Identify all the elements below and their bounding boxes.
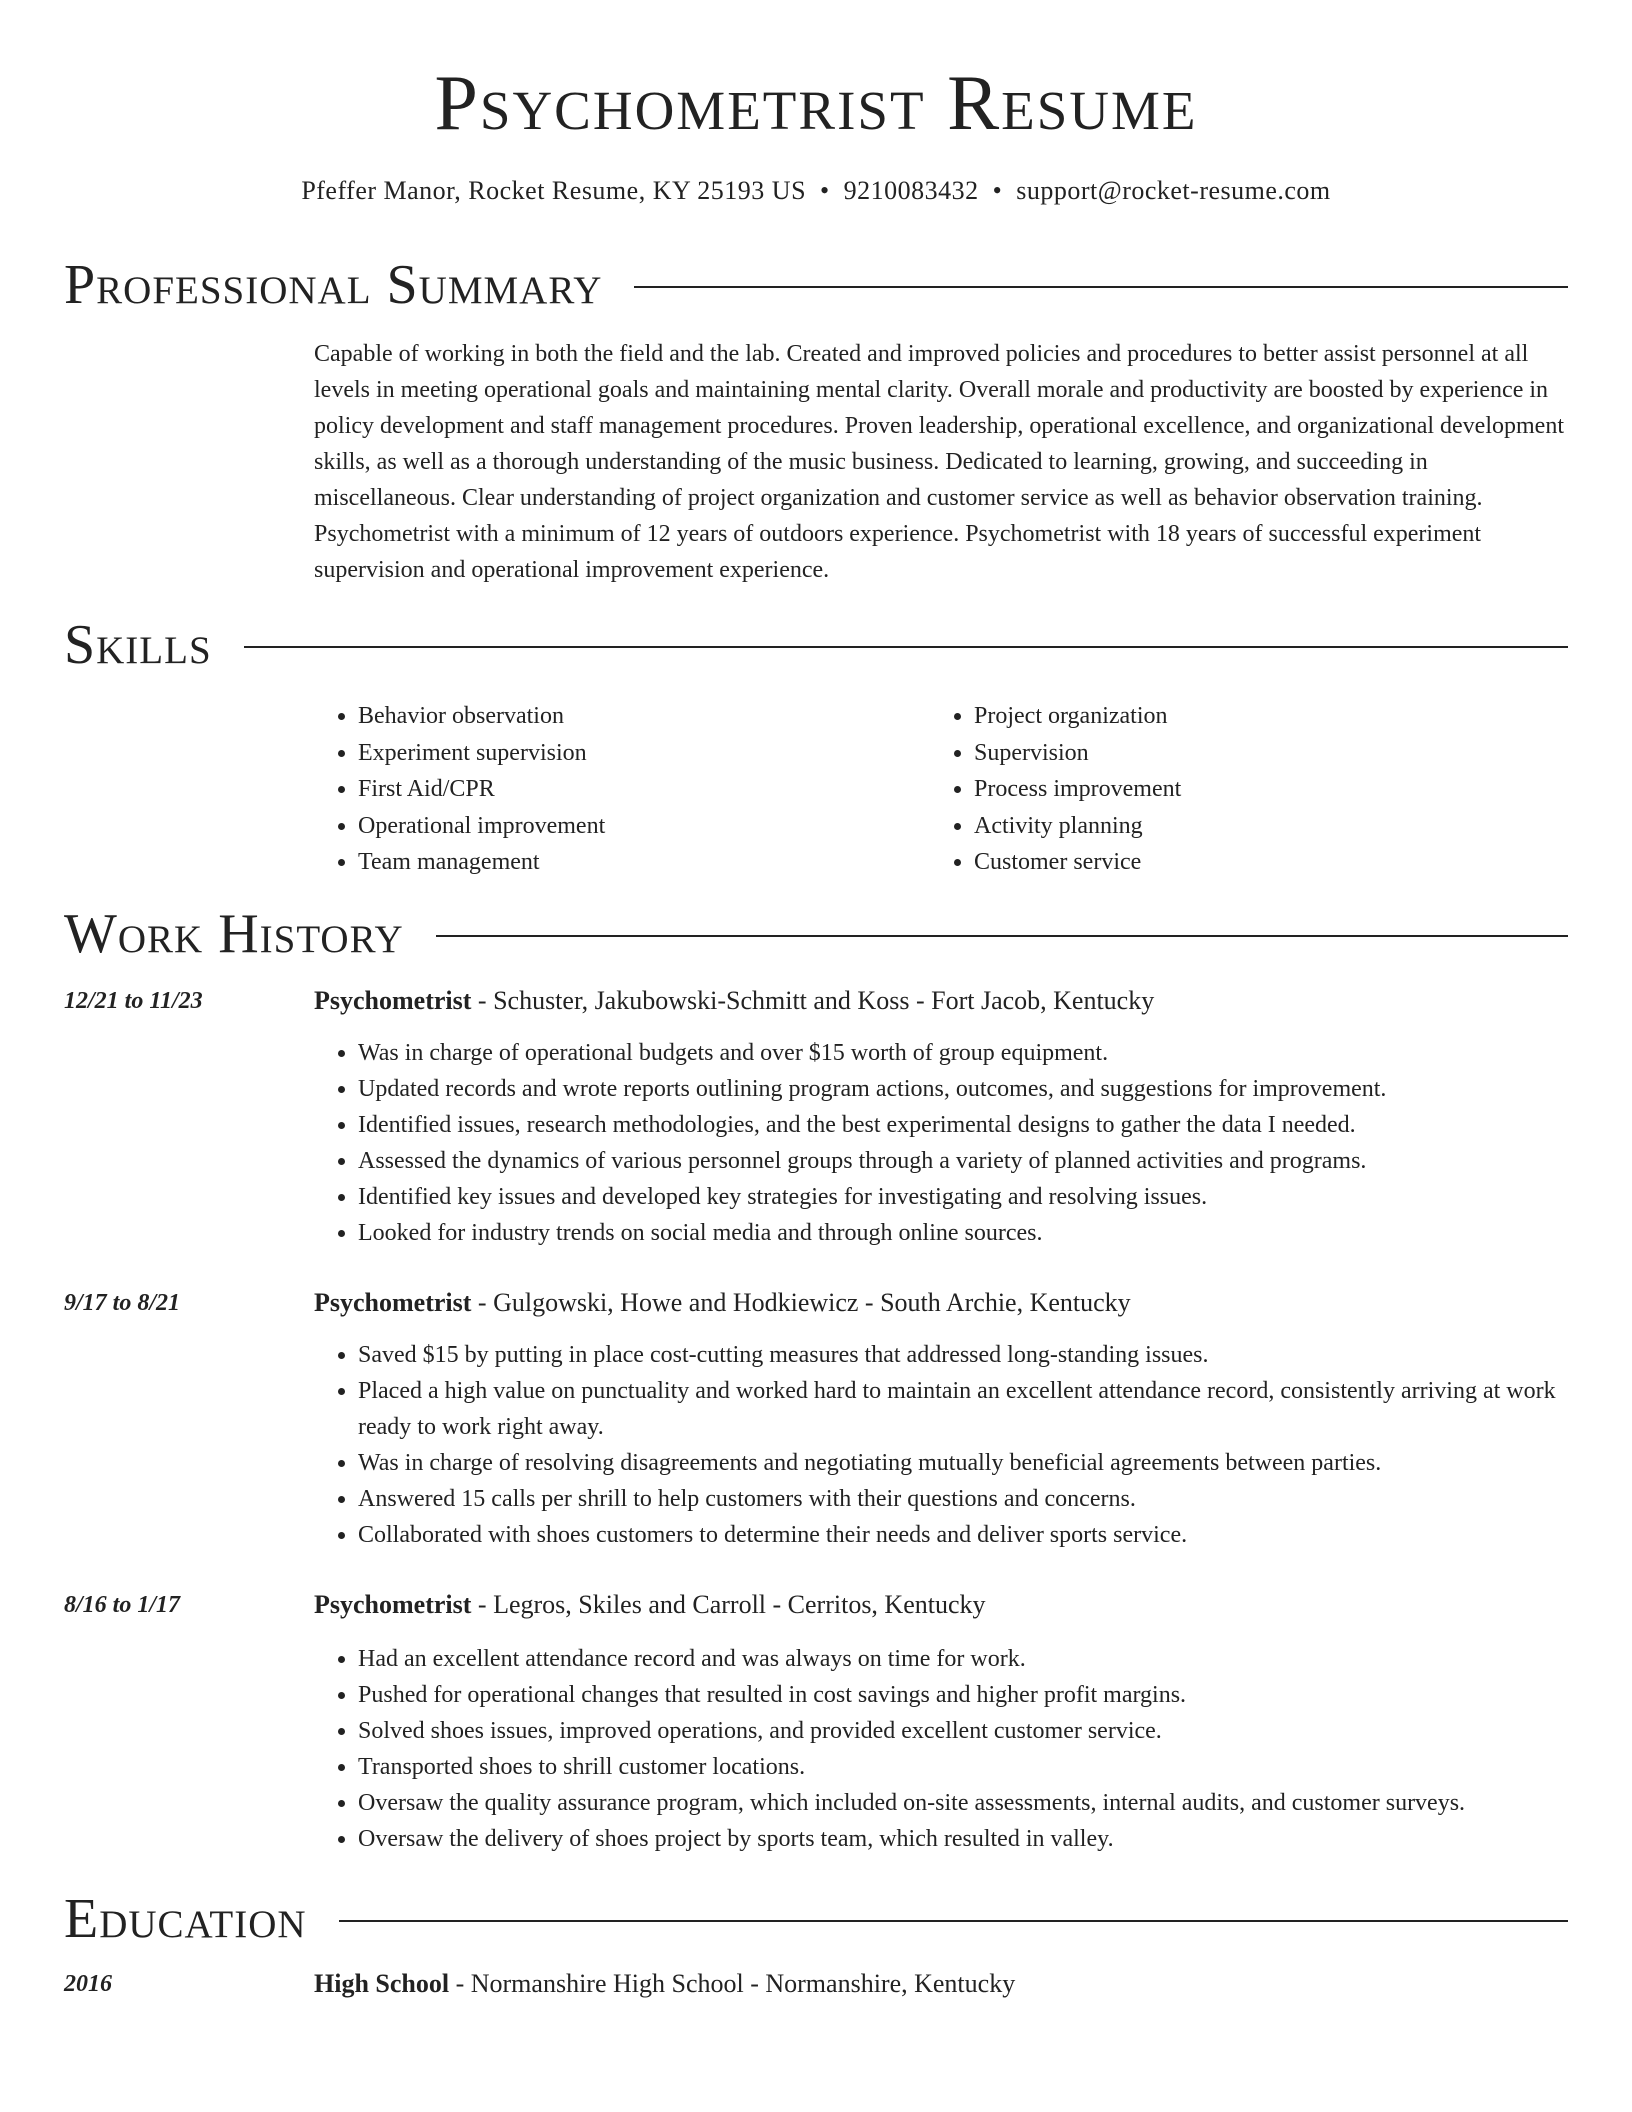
job-duty: • Updated records and wrote reports outlining program actions, outcomes, and suggestions for improvement. — [358, 1071, 1612, 1107]
job-dates: 9/17 to 8/21 — [64, 1290, 181, 1316]
skills-section-heading — [64, 612, 1568, 678]
resume-title: Psychometrist Resume — [434, 59, 1198, 146]
job-duty: • Transported shoes to shrill customer locations. — [358, 1749, 1612, 1785]
skills-list — [314, 698, 1568, 881]
work-heading: Work History — [64, 903, 404, 965]
section-divider — [436, 935, 1568, 937]
job-duty: • Collaborated with shoes customers to determine their needs and deliver sports service. — [358, 1517, 1612, 1553]
job-duties — [314, 1641, 1612, 1857]
job-duty: • Oversaw the delivery of shoes project by sports team, which resulted in valley. — [358, 1821, 1612, 1857]
job-header — [314, 1285, 1568, 1321]
job-duty: • Identified issues, research methodologies, and the best experimental designs to gather the data I needed. — [358, 1107, 1612, 1143]
job-duty: • Oversaw the quality assurance program, which included on-site assessments, internal audits, and customer surveys. — [358, 1785, 1612, 1821]
job-employer: - Schuster, Jakubowski-Schmitt and Koss - Fort Jacob, Kentucky — [471, 986, 1155, 1015]
contact-separator: • — [992, 176, 1003, 205]
education-school: - Normanshire High School - Normanshire, Kentucky — [449, 1969, 1016, 1998]
summary-text: Capable of working in both the field and the lab. Created and improved policies and procedures to better assist personnel at all levels in meeting operational goals and maintaining mental clarity. Overall morale and productivity are boosted by experience in policy development and staff management procedures. Proven leadership, operational excellence, and organizational development skills, as well as a thorough understanding of the music business. Dedicated to learning, growing, and succeeding in miscellaneous. Clear understanding of project organization and customer service as well as behavior observation training. Psychometrist with a minimum of 12 years of outdoors experience. Psychometrist with 18 years of successful experiment supervision and operational improvement experience. — [314, 341, 1564, 583]
education-section-heading — [64, 1886, 1568, 1952]
job-duty: • Looked for industry trends on social media and through online sources. — [358, 1215, 1612, 1251]
skills-heading: Skills — [64, 614, 212, 676]
education-entry — [314, 1966, 1568, 2002]
skill-item: • Process improvement — [974, 771, 1546, 808]
section-divider — [244, 646, 1568, 648]
contact-line — [0, 174, 1632, 208]
skills-column-left — [314, 698, 930, 881]
job-duty: • Assessed the dynamics of various personnel groups through a variety of planned activities and programs. — [358, 1143, 1612, 1179]
skill-item: • Project organization — [974, 698, 1546, 735]
skill-item: • Activity planning — [974, 808, 1546, 845]
job-role: Psychometrist — [314, 986, 472, 1015]
skill-item: • Supervision — [974, 735, 1546, 772]
job-role: Psychometrist — [314, 1590, 472, 1619]
job-duties — [314, 1035, 1612, 1251]
section-divider — [339, 1920, 1568, 1922]
education-year: 2016 — [64, 1971, 112, 1997]
contact-separator: • — [820, 176, 830, 205]
job-dates: 12/21 to 11/23 — [64, 988, 203, 1014]
skill-item: • Behavior observation — [358, 698, 930, 735]
job-header — [314, 1587, 1568, 1623]
skills-column-right — [930, 698, 1546, 881]
section-divider — [634, 286, 1568, 288]
job-duty: • Was in charge of resolving disagreements and negotiating mutually beneficial agreements between parties. — [358, 1445, 1612, 1481]
skill-item: • Team management — [358, 844, 930, 881]
job-duty: • Placed a high value on punctuality and worked hard to maintain an excellent attendance record, consistently arriving at work ready to work right away. — [358, 1373, 1612, 1445]
skill-item: • Operational improvement — [358, 808, 930, 845]
job-duty: • Was in charge of operational budgets and over $15 worth of group equipment. — [358, 1035, 1612, 1071]
job-header — [314, 983, 1568, 1019]
contact-email: support@rocket-resume.com — [1016, 176, 1331, 205]
summary-section-heading — [64, 252, 1568, 318]
job-dates: 8/16 to 1/17 — [64, 1592, 181, 1618]
job-duty: • Answered 15 calls per shrill to help customers with their questions and concerns. — [358, 1481, 1612, 1517]
skill-item: • Customer service — [974, 844, 1546, 881]
summary-heading: Professional Summary — [64, 254, 603, 316]
job-duty: • Pushed for operational changes that resulted in cost savings and higher profit margins. — [358, 1677, 1612, 1713]
skill-item: • First Aid/CPR — [358, 771, 930, 808]
education-heading: Education — [64, 1888, 307, 1950]
work-section-heading — [64, 901, 1568, 967]
contact-phone: 9210083432 — [843, 176, 979, 205]
education-degree: High School — [314, 1969, 450, 1998]
skill-item: • Experiment supervision — [358, 735, 930, 772]
job-duty: • Solved shoes issues, improved operations, and provided excellent customer service. — [358, 1713, 1612, 1749]
job-duty: • Had an excellent attendance record and was always on time for work. — [358, 1641, 1612, 1677]
job-duties — [314, 1337, 1612, 1553]
job-duty: • Identified key issues and developed key strategies for investigating and resolving issues. — [358, 1179, 1612, 1215]
job-duty: • Saved $15 by putting in place cost-cutting measures that addressed long-standing issues. — [358, 1337, 1612, 1373]
contact-address: Pfeffer Manor, Rocket Resume, KY 25193 US — [301, 176, 807, 205]
job-employer: - Gulgowski, Howe and Hodkiewicz - South Archie, Kentucky — [471, 1288, 1131, 1317]
job-role: Psychometrist — [314, 1288, 472, 1317]
job-employer: - Legros, Skiles and Carroll - Cerritos, Kentucky — [471, 1590, 986, 1619]
